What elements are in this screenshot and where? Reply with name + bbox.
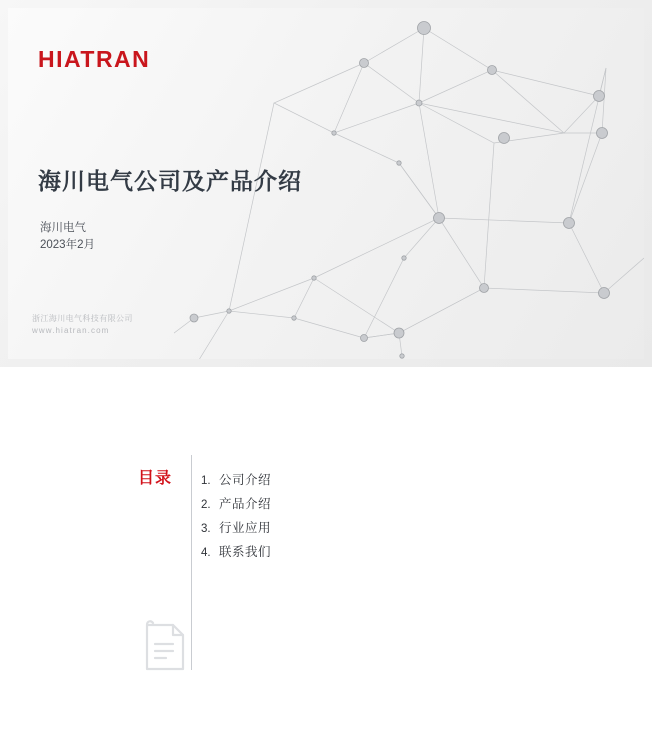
list-item[interactable] (201, 518, 271, 542)
toc-item-label: 公司介绍 (219, 473, 272, 487)
slide-title-page (0, 0, 652, 367)
slide-title-page-canvas (8, 8, 644, 359)
slide-footer (32, 313, 133, 337)
list-item[interactable] (201, 470, 271, 494)
document-outline-icon (139, 617, 191, 675)
toc-item-number: 4. (201, 547, 211, 559)
subtitle-company: 海川电气 (40, 222, 86, 234)
page-title: 海川电气公司及产品介绍 (38, 168, 302, 194)
slide-table-of-contents (0, 372, 652, 740)
title-subtitle (40, 220, 95, 254)
slide-toc-canvas (8, 372, 644, 732)
toc-item-number: 2. (201, 499, 211, 511)
brand-logo (38, 46, 150, 73)
subtitle-date: 2023年2月 (40, 239, 95, 251)
toc-divider (191, 455, 192, 670)
toc-heading: 目录 (138, 470, 173, 487)
toc-item-number: 1. (201, 475, 211, 487)
brand-logo-text: HIATRAN (38, 46, 151, 72)
list-item[interactable] (201, 542, 271, 566)
footer-website: www.hiatran.com (32, 326, 110, 335)
toc-item-label: 产品介绍 (219, 497, 272, 511)
list-item[interactable] (201, 494, 271, 518)
toc-layout-layer (8, 372, 644, 732)
footer-company-name: 浙江海川电气科技有限公司 (32, 314, 133, 323)
toc-item-label: 联系我们 (219, 545, 272, 559)
toc-item-number: 3. (201, 523, 211, 535)
toc-item-label: 行业应用 (219, 521, 272, 535)
toc-list (201, 470, 271, 566)
